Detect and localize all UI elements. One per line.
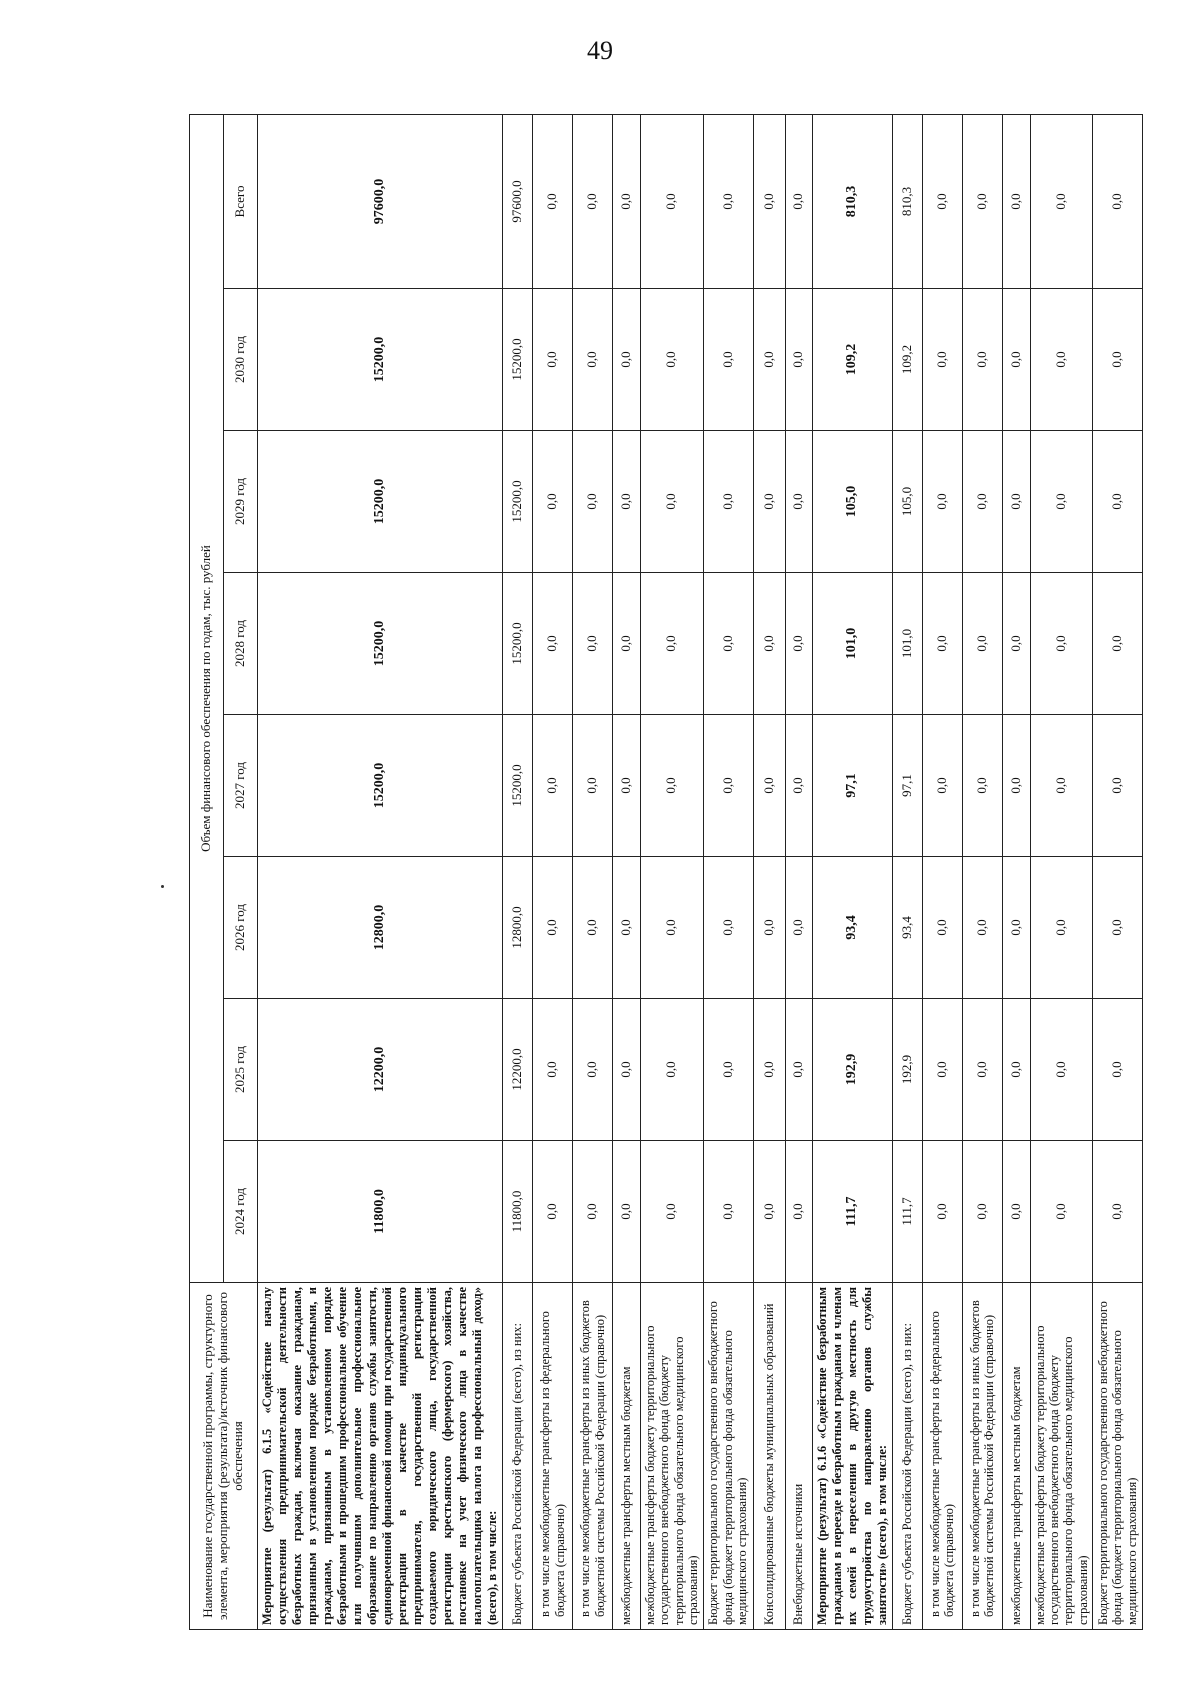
row-year-value: 0,0 bbox=[1093, 1141, 1143, 1283]
row-year-value: 0,0 bbox=[573, 431, 613, 573]
volume-group-header: Объем финансового обеспечения по годам, тыс. рублей bbox=[190, 114, 224, 1282]
row-year-value: 0,0 bbox=[962, 289, 1002, 431]
row-year-value: 0,0 bbox=[573, 1141, 613, 1283]
row-year-value: 192,9 bbox=[812, 999, 892, 1141]
year-header: 2030 год bbox=[224, 289, 258, 431]
row-year-value: 0,0 bbox=[1002, 573, 1030, 715]
row-year-value: 0,0 bbox=[1030, 999, 1093, 1141]
row-year-value: 0,0 bbox=[1030, 715, 1093, 857]
row-year-value: 111,7 bbox=[812, 1141, 892, 1283]
row-year-value: 0,0 bbox=[753, 431, 785, 573]
row-year-value: 0,0 bbox=[703, 999, 753, 1141]
rotated-table-container bbox=[189, 115, 1139, 1630]
row-year-value: 0,0 bbox=[641, 999, 704, 1141]
row-year-value: 0,0 bbox=[922, 289, 962, 431]
row-year-value: 0,0 bbox=[1093, 715, 1143, 857]
row-year-value: 0,0 bbox=[753, 573, 785, 715]
row-year-value: 0,0 bbox=[1093, 289, 1143, 431]
row-year-value: 0,0 bbox=[962, 857, 1002, 999]
row-year-value: 0,0 bbox=[1093, 857, 1143, 999]
table-row bbox=[892, 114, 922, 1629]
row-year-value: 0,0 bbox=[613, 999, 641, 1141]
row-year-value: 0,0 bbox=[753, 715, 785, 857]
row-year-value: 15200,0 bbox=[503, 573, 533, 715]
row-label: в том числе межбюджетные трансферты из федерального бюджета (справочно) bbox=[533, 1283, 573, 1630]
row-year-value: 0,0 bbox=[703, 573, 753, 715]
row-year-value: 0,0 bbox=[962, 999, 1002, 1141]
row-year-value: 0,0 bbox=[785, 715, 812, 857]
row-year-value: 15200,0 bbox=[503, 431, 533, 573]
row-year-value: 0,0 bbox=[962, 715, 1002, 857]
row-year-value: 15200,0 bbox=[503, 289, 533, 431]
row-year-value: 0,0 bbox=[962, 573, 1002, 715]
row-year-value: 0,0 bbox=[922, 857, 962, 999]
row-year-value: 12200,0 bbox=[258, 999, 503, 1141]
row-label: Бюджет субъекта Российской Федерации (всего), из них: bbox=[892, 1283, 922, 1630]
row-total-value: 810,3 bbox=[812, 114, 892, 288]
row-year-value: 0,0 bbox=[785, 289, 812, 431]
row-year-value: 0,0 bbox=[785, 573, 812, 715]
row-year-value: 0,0 bbox=[703, 1141, 753, 1283]
row-year-value: 0,0 bbox=[785, 1141, 812, 1283]
row-year-value: 0,0 bbox=[785, 999, 812, 1141]
row-year-value: 0,0 bbox=[922, 573, 962, 715]
row-year-value: 0,0 bbox=[703, 431, 753, 573]
table-body bbox=[258, 114, 1143, 1629]
row-year-value: 0,0 bbox=[641, 715, 704, 857]
financing-table bbox=[189, 114, 1143, 1630]
row-label: в том числе межбюджетные трансферты из федерального бюджета (справочно) bbox=[922, 1283, 962, 1630]
row-year-value: 0,0 bbox=[573, 715, 613, 857]
row-label: Мероприятие (результат) 6.1.6 «Содействие безработным гражданам в переезде и безработным гражданам и членам их семей в переселении в другую местность для трудоустройства по направлению органов службы занятости» (всего), в том числе: bbox=[812, 1283, 892, 1630]
row-year-value: 105,0 bbox=[812, 431, 892, 573]
stray-dot-mark bbox=[161, 885, 164, 888]
year-header: 2025 год bbox=[224, 999, 258, 1141]
year-header: 2029 год bbox=[224, 431, 258, 573]
row-total-value: 810,3 bbox=[892, 114, 922, 288]
row-year-value: 105,0 bbox=[892, 431, 922, 573]
row-total-value: 0,0 bbox=[613, 114, 641, 288]
row-year-value: 0,0 bbox=[753, 857, 785, 999]
row-year-value: 11800,0 bbox=[503, 1141, 533, 1283]
row-year-value: 0,0 bbox=[1002, 431, 1030, 573]
year-header: 2028 год bbox=[224, 573, 258, 715]
row-label: межбюджетные трансферты бюджету территориального государственного внебюджетного фонда (бюджету территориального фонда обязательного медицинского страхования) bbox=[641, 1283, 704, 1630]
table-row bbox=[573, 114, 613, 1629]
row-label: межбюджетные трансферты местным бюджетам bbox=[613, 1283, 641, 1630]
row-year-value: 0,0 bbox=[533, 857, 573, 999]
row-year-value: 0,0 bbox=[533, 289, 573, 431]
row-total-value: 0,0 bbox=[1002, 114, 1030, 288]
row-year-value: 97,1 bbox=[892, 715, 922, 857]
row-year-value: 15200,0 bbox=[258, 715, 503, 857]
row-year-value: 101,0 bbox=[892, 573, 922, 715]
row-total-value: 0,0 bbox=[703, 114, 753, 288]
row-total-value: 0,0 bbox=[753, 114, 785, 288]
row-year-value: 0,0 bbox=[922, 1141, 962, 1283]
year-header: 2026 год bbox=[224, 857, 258, 999]
row-year-value: 192,9 bbox=[892, 999, 922, 1141]
row-year-value: 0,0 bbox=[641, 573, 704, 715]
row-year-value: 0,0 bbox=[1002, 999, 1030, 1141]
row-total-value: 97600,0 bbox=[258, 114, 503, 288]
row-year-value: 0,0 bbox=[1093, 573, 1143, 715]
row-label: Бюджет территориального государственного внебюджетного фонда (бюджет территориального фонда обязательного медицинского страхования) bbox=[1093, 1283, 1143, 1630]
table-row bbox=[703, 114, 753, 1629]
row-year-value: 0,0 bbox=[922, 431, 962, 573]
table-row bbox=[812, 114, 892, 1629]
row-year-value: 0,0 bbox=[922, 715, 962, 857]
row-year-value: 0,0 bbox=[613, 573, 641, 715]
row-label: Мероприятие (результат) 6.1.5 «Содействие началу осуществления предпринимательской деятельности безработных граждан, включая оказание гражданам, признанным в установленном порядке безработными, и гражданам, признанным в установленном порядке безработными и прошедшим профессиональное обучение или получившим дополнительное профессиональное образование по направлению органов службы занятости, единовременной финансовой помощи при государственной регистрации в качестве индивидуального предпринимателя, государственной регистрации создаваемого юридического лица, государственной регистрации крестьянского (фермерского) хозяйства, постановке на учет физического лица в качестве налогоплательщика налога на профессиональный доход» (всего), в том числе: bbox=[258, 1283, 503, 1630]
row-year-value: 0,0 bbox=[533, 715, 573, 857]
row-year-value: 0,0 bbox=[641, 431, 704, 573]
table-row bbox=[1030, 114, 1093, 1629]
table-row bbox=[962, 114, 1002, 1629]
row-year-value: 0,0 bbox=[613, 289, 641, 431]
row-label: Внебюджетные источники bbox=[785, 1283, 812, 1630]
row-year-value: 0,0 bbox=[962, 431, 1002, 573]
row-year-value: 12800,0 bbox=[503, 857, 533, 999]
row-year-value: 109,2 bbox=[812, 289, 892, 431]
table-row bbox=[785, 114, 812, 1629]
row-year-value: 0,0 bbox=[573, 573, 613, 715]
row-label: межбюджетные трансферты местным бюджетам bbox=[1002, 1283, 1030, 1630]
row-year-value: 0,0 bbox=[753, 1141, 785, 1283]
year-header: 2027 год bbox=[224, 715, 258, 857]
row-year-value: 0,0 bbox=[1002, 1141, 1030, 1283]
row-label: в том числе межбюджетные трансферты из иных бюджетов бюджетной системы Российской Федерации (справочно) bbox=[962, 1283, 1002, 1630]
row-year-value: 0,0 bbox=[1030, 857, 1093, 999]
row-year-value: 0,0 bbox=[703, 289, 753, 431]
row-year-value: 0,0 bbox=[1002, 715, 1030, 857]
table-row bbox=[533, 114, 573, 1629]
row-year-value: 0,0 bbox=[922, 999, 962, 1141]
row-year-value: 12800,0 bbox=[258, 857, 503, 999]
row-year-value: 0,0 bbox=[1002, 289, 1030, 431]
year-header: 2024 год bbox=[224, 1141, 258, 1283]
row-year-value: 0,0 bbox=[573, 857, 613, 999]
row-year-value: 93,4 bbox=[892, 857, 922, 999]
total-header: Всего bbox=[224, 114, 258, 288]
row-year-value: 0,0 bbox=[533, 999, 573, 1141]
row-year-value: 0,0 bbox=[533, 573, 573, 715]
row-year-value: 0,0 bbox=[641, 289, 704, 431]
row-year-value: 97,1 bbox=[812, 715, 892, 857]
row-year-value: 0,0 bbox=[613, 715, 641, 857]
row-year-value: 101,0 bbox=[812, 573, 892, 715]
row-year-value: 0,0 bbox=[573, 999, 613, 1141]
row-label: Консолидированные бюджеты муниципальных образований bbox=[753, 1283, 785, 1630]
row-year-value: 0,0 bbox=[533, 1141, 573, 1283]
row-label: Бюджет территориального государственного внебюджетного фонда (бюджет территориального фонда обязательного медицинского страхования) bbox=[703, 1283, 753, 1630]
table-row bbox=[613, 114, 641, 1629]
row-total-value: 0,0 bbox=[641, 114, 704, 288]
table-row bbox=[641, 114, 704, 1629]
row-year-value: 0,0 bbox=[1030, 573, 1093, 715]
row-year-value: 0,0 bbox=[1093, 999, 1143, 1141]
table-row bbox=[922, 114, 962, 1629]
row-total-value: 0,0 bbox=[533, 114, 573, 288]
row-total-value: 0,0 bbox=[962, 114, 1002, 288]
row-year-value: 0,0 bbox=[785, 857, 812, 999]
row-year-value: 0,0 bbox=[753, 999, 785, 1141]
row-year-value: 0,0 bbox=[613, 857, 641, 999]
header-row-group bbox=[190, 114, 224, 1629]
table-row bbox=[503, 114, 533, 1629]
row-year-value: 15200,0 bbox=[503, 715, 533, 857]
row-label: Бюджет субъекта Российской Федерации (всего), из них: bbox=[503, 1283, 533, 1630]
row-year-value: 0,0 bbox=[1030, 431, 1093, 573]
row-year-value: 15200,0 bbox=[258, 431, 503, 573]
row-year-value: 0,0 bbox=[785, 431, 812, 573]
row-year-value: 0,0 bbox=[703, 715, 753, 857]
page-number: 49 bbox=[587, 36, 613, 65]
row-year-value: 93,4 bbox=[812, 857, 892, 999]
row-year-value: 0,0 bbox=[641, 857, 704, 999]
table-row bbox=[1002, 114, 1030, 1629]
table-row bbox=[1093, 114, 1143, 1629]
row-total-value: 0,0 bbox=[1030, 114, 1093, 288]
table-row bbox=[258, 114, 503, 1629]
row-year-value: 11800,0 bbox=[258, 1141, 503, 1283]
row-year-value: 0,0 bbox=[962, 1141, 1002, 1283]
row-total-value: 0,0 bbox=[785, 114, 812, 288]
row-year-value: 0,0 bbox=[1093, 431, 1143, 573]
row-year-value: 12200,0 bbox=[503, 999, 533, 1141]
row-total-value: 97600,0 bbox=[503, 114, 533, 288]
row-year-value: 0,0 bbox=[1030, 289, 1093, 431]
row-year-value: 15200,0 bbox=[258, 573, 503, 715]
row-year-value: 0,0 bbox=[641, 1141, 704, 1283]
row-year-value: 0,0 bbox=[533, 431, 573, 573]
row-year-value: 111,7 bbox=[892, 1141, 922, 1283]
row-total-value: 0,0 bbox=[922, 114, 962, 288]
row-year-value: 0,0 bbox=[1002, 857, 1030, 999]
row-total-value: 0,0 bbox=[573, 114, 613, 288]
row-year-value: 15200,0 bbox=[258, 289, 503, 431]
row-label: межбюджетные трансферты бюджету территориального государственного внебюджетного фонда (бюджету территориального фонда обязательного медицинского страхования) bbox=[1030, 1283, 1093, 1630]
row-year-value: 0,0 bbox=[613, 431, 641, 573]
row-year-value: 0,0 bbox=[753, 289, 785, 431]
row-year-value: 109,2 bbox=[892, 289, 922, 431]
row-year-value: 0,0 bbox=[1030, 1141, 1093, 1283]
row-year-value: 0,0 bbox=[613, 1141, 641, 1283]
table-row bbox=[753, 114, 785, 1629]
name-column-header: Наименование государственной программы, структурного элемента, мероприятия (результата)/источник финансового обеспечения bbox=[190, 1283, 258, 1630]
row-total-value: 0,0 bbox=[1093, 114, 1143, 288]
row-year-value: 0,0 bbox=[573, 289, 613, 431]
row-year-value: 0,0 bbox=[703, 857, 753, 999]
row-label: в том числе межбюджетные трансферты из иных бюджетов бюджетной системы Российской Федерации (справочно) bbox=[573, 1283, 613, 1630]
